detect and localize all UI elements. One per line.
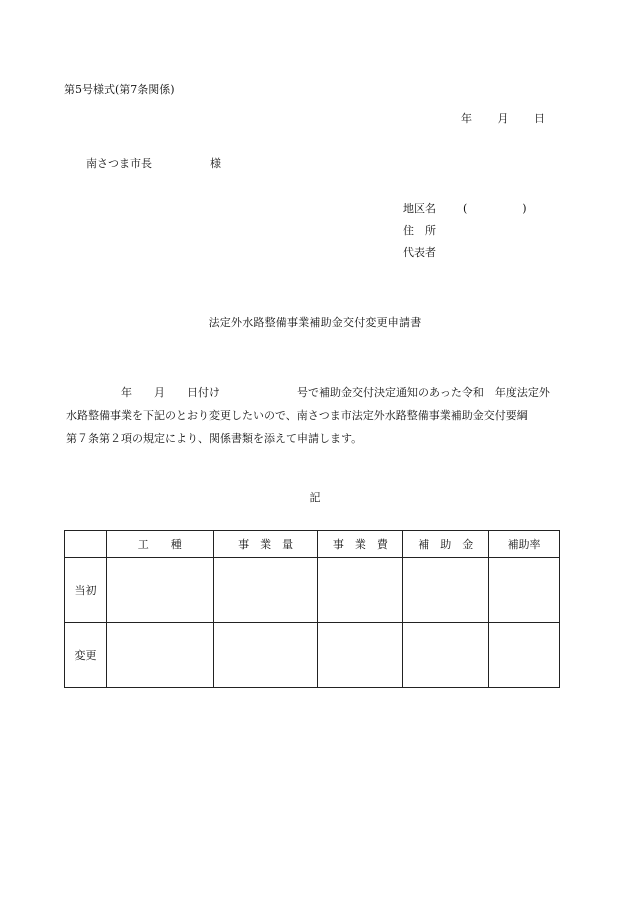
date-month-label: 月 bbox=[497, 112, 509, 125]
table-header-subsidy-rate: 補助率 bbox=[489, 531, 560, 558]
body-line: 水路整備事業を下記のとおり変更したいので、南さつま市法定外水路整備事業補助金交付要綱 bbox=[66, 409, 528, 422]
table-cell bbox=[213, 558, 318, 623]
row-label-initial: 当初 bbox=[65, 558, 107, 623]
applicant-representative-label: 代表者 bbox=[403, 246, 436, 259]
table-row bbox=[65, 623, 560, 688]
applicant-address-row bbox=[403, 225, 527, 247]
table-row bbox=[65, 558, 560, 623]
table-header-work-type: 工 種 bbox=[106, 531, 213, 558]
table-cell bbox=[318, 558, 403, 623]
date-day-label: 日 bbox=[534, 112, 545, 125]
table-header-subsidy: 補 助 金 bbox=[403, 531, 489, 558]
applicant-address-label: 住 所 bbox=[403, 224, 436, 237]
table-cell bbox=[213, 623, 318, 688]
body-text bbox=[66, 381, 568, 450]
table-cell bbox=[403, 623, 489, 688]
table-header-project-cost: 事 業 費 bbox=[318, 531, 403, 558]
table-cell bbox=[106, 623, 213, 688]
applicant-block bbox=[403, 203, 527, 269]
body-line: 年 月 日付け 号で補助金交付決定通知のあった令和 年度法定外 bbox=[66, 386, 550, 399]
applicant-representative-row bbox=[403, 247, 527, 269]
applicant-district-label: 地区名 bbox=[403, 202, 436, 215]
table-header-row bbox=[65, 531, 560, 558]
date-year-label: 年 bbox=[461, 112, 472, 125]
table-header-cell bbox=[65, 531, 107, 558]
table-cell bbox=[106, 558, 213, 623]
addressee-honorific: 様 bbox=[210, 157, 221, 170]
form-number: 第5号様式(第7条関係) bbox=[64, 83, 175, 96]
body-line: 第７条第２項の規定により、関係書類を添えて申請します。 bbox=[66, 432, 363, 445]
applicant-district-value: ( ) bbox=[463, 202, 527, 215]
addressee-name: 南さつま市長 bbox=[86, 157, 152, 170]
table-cell bbox=[318, 623, 403, 688]
row-label-change: 変更 bbox=[65, 623, 107, 688]
date-line bbox=[461, 113, 545, 124]
applicant-district-row bbox=[403, 203, 527, 225]
detail-table bbox=[64, 530, 560, 688]
table-header-work-volume: 事 業 量 bbox=[213, 531, 318, 558]
addressee bbox=[86, 158, 221, 169]
table-cell bbox=[489, 623, 560, 688]
document-title: 法定外水路整備事業補助金交付変更申請書 bbox=[208, 316, 422, 329]
ki-heading: 記 bbox=[309, 491, 321, 504]
table-cell bbox=[403, 558, 489, 623]
table-cell bbox=[489, 558, 560, 623]
